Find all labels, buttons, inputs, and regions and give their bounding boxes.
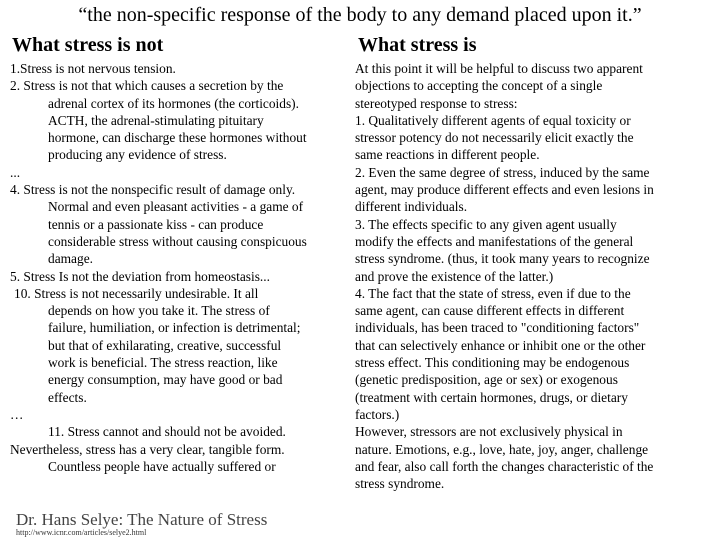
right-line: 3. The effects specific to any given agent usually [355,216,617,232]
left-line: ACTH, the adrenal-stimulating pituitary [48,112,264,128]
right-column-title: What stress is [358,34,477,56]
left-line: 4. Stress is not the nonspecific result of damage only. [10,182,296,198]
source-credit: Dr. Hans Selye: The Nature of Stress [16,510,268,529]
left-column [10,60,356,475]
right-line: stress syndrome. (thus, it took many years to recognize [355,251,650,267]
right-line: stress effect. This conditioning may be endogenous [355,355,630,371]
right-line: same agent, can cause different effects in different [355,303,625,319]
right-line: that can selectively enhance or inhibit one or the other [355,337,646,353]
left-line: work is beneficial. The stress reaction, like [48,355,278,371]
right-line: factors.) [355,406,400,422]
right-line: stress syndrome. [355,476,445,492]
right-line: and fear, also call forth the changes characteristic of the [355,458,654,474]
left-line: considerable stress without causing conspicuous [48,233,307,249]
left-line: Normal and even pleasant activities - a game of [48,199,304,215]
right-line: individuals, has been traced to "conditioning factors" [355,320,640,336]
left-line: tennis or a passionate kiss - can produce [48,216,264,232]
left-line: but that of exhilarating, creative, successful [48,337,282,353]
left-line: 5. Stress Is not the deviation from homeostasis... [10,268,270,284]
left-line: hormone, can discharge these hormones without [48,130,307,146]
right-line: objections to accepting the concept of a single [355,78,603,94]
right-line: (genetic predisposition, age or sex) or exogenous [355,372,618,388]
left-line: 10. Stress is not necessarily undesirable. It all [14,285,259,301]
right-line: 1. Qualitatively different agents of equal toxicity or [355,112,631,128]
right-line: and prove the existence of the latter.) [355,268,554,284]
right-line: modify the effects and manifestations of the general [355,233,634,249]
right-column [355,60,717,492]
left-line: ... [10,164,21,180]
right-line: stressor potency do not necessarily elicit exactly the [355,130,634,146]
left-line: damage. [48,251,93,267]
left-line: depends on how you take it. The stress of [48,303,270,319]
left-line: Nevertheless, stress has a very clear, tangible form. [10,441,285,457]
right-line: stereotyped response to stress: [355,95,518,111]
left-line: failure, humiliation, or infection is detrimental; [48,320,301,336]
page-quote: “the non-specific response of the body to any demand placed upon it.” [78,4,642,26]
left-line: effects. [48,389,87,405]
right-line: different individuals. [355,199,468,215]
left-line: adrenal cortex of its hormones (the corticoids). [48,95,299,111]
left-line: energy consumption, may have good or bad [48,372,283,388]
right-line: 4. The fact that the state of stress, even if due to the [355,285,631,301]
left-line: 2. Stress is not that which causes a secretion by the [10,78,284,94]
right-line: (treatment with certain hormones, drugs, or dietary [355,389,628,405]
right-line: 2. Even the same degree of stress, induced by the same [355,164,650,180]
left-line: producing any evidence of stress. [48,147,227,163]
left-line: 1.Stress is not nervous tension. [10,61,176,76]
right-line: agent, may produce different effects and even lesions in [355,182,654,198]
left-line: 11. Stress cannot and should not be avoided. [48,424,286,440]
right-line: However, stressors are not exclusively physical in [355,424,623,440]
right-line: nature. Emotions, e.g., love, hate, joy, anger, challenge [355,441,649,457]
left-line: Countless people have actually suffered or [48,458,276,474]
right-line: same reactions in different people. [355,147,540,163]
left-line: … [10,406,24,422]
right-line: At this point it will be helpful to discuss two apparent [355,61,643,76]
left-column-title: What stress is not [12,34,164,56]
source-url[interactable]: http://www.icnr.com/articles/selye2.html [16,528,147,537]
